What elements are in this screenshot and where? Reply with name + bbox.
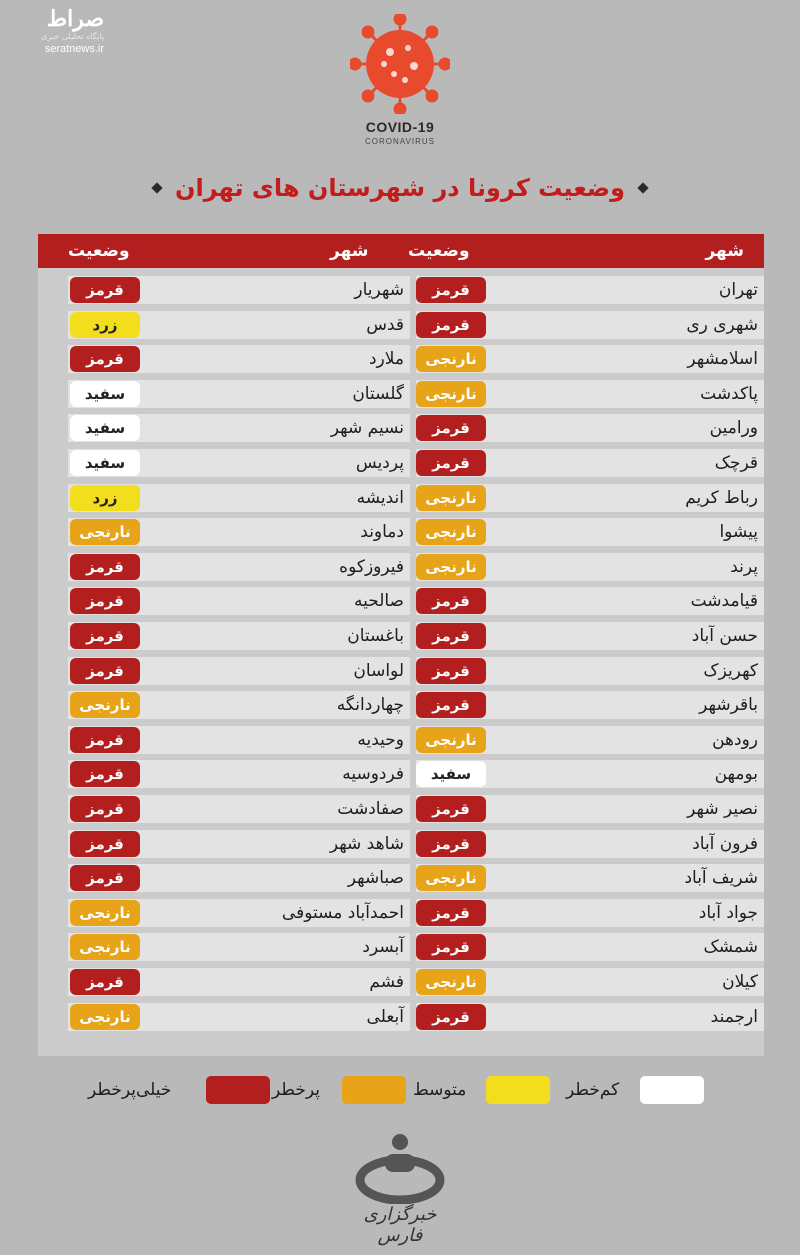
- city-name: پیشوا: [719, 522, 758, 543]
- city-name: کهریزک: [703, 660, 758, 681]
- status-badge: قرمز: [70, 761, 140, 787]
- city-name: شهری ری: [686, 314, 758, 335]
- table-row: [416, 1003, 764, 1031]
- status-badge: نارنجی: [70, 900, 140, 926]
- table-row: [416, 968, 764, 996]
- status-badge: قرمز: [70, 588, 140, 614]
- status-badge: نارنجی: [416, 519, 486, 545]
- city-name: جواد آباد: [698, 902, 758, 923]
- header-status-right: وضعیت: [408, 241, 470, 261]
- city-name: شمشک: [703, 937, 758, 958]
- table-row: [416, 414, 764, 442]
- status-badge: قرمز: [416, 831, 486, 857]
- table-row: [416, 657, 764, 685]
- status-badge: نارنجی: [70, 1004, 140, 1030]
- status-badge: سفید: [70, 381, 140, 407]
- status-badge: نارنجی: [70, 519, 140, 545]
- diamond-bullet-icon: [151, 182, 162, 193]
- table-row: [68, 795, 410, 823]
- table-row: [68, 933, 410, 961]
- city-name: آبسرد: [362, 937, 404, 958]
- status-badge: نارنجی: [416, 727, 486, 753]
- site-logo-script: صراط: [46, 6, 104, 32]
- table-row: [68, 553, 410, 581]
- city-name: اندیشه: [356, 487, 404, 508]
- status-badge: قرمز: [416, 588, 486, 614]
- status-badge: زرد: [70, 312, 140, 338]
- status-badge: نارنجی: [416, 346, 486, 372]
- news-agency-logo: [355, 1130, 445, 1246]
- city-name: لواسان: [353, 660, 404, 681]
- site-logo: [14, 6, 104, 55]
- status-badge: قرمز: [70, 346, 140, 372]
- status-badge: قرمز: [70, 796, 140, 822]
- page-title: وضعیت کرونا در شهرستان های تهران: [175, 174, 626, 202]
- city-name: احمدآباد مستوفی: [281, 902, 404, 923]
- status-badge: نارنجی: [416, 865, 486, 891]
- status-badge: نارنجی: [416, 381, 486, 407]
- status-badge: نارنجی: [416, 554, 486, 580]
- city-name: حسن آباد: [691, 626, 758, 646]
- site-logo-subtitle: پایگاه تحلیلی خبری: [41, 32, 104, 41]
- table-row: [416, 795, 764, 823]
- header-city-right: شهر: [705, 241, 744, 261]
- city-name: شاهد شهر: [329, 833, 404, 854]
- legend-swatch-yellow: [486, 1076, 550, 1104]
- legend-label-low: کم‌خطر: [566, 1080, 620, 1100]
- table-row: [416, 622, 764, 650]
- status-badge: قرمز: [416, 450, 486, 476]
- status-badge: نارنجی: [70, 934, 140, 960]
- table-row: [68, 414, 410, 442]
- legend-swatch-red: [206, 1076, 270, 1104]
- table-header: [38, 234, 764, 268]
- table-row: [68, 380, 410, 408]
- status-badge: سفید: [70, 450, 140, 476]
- table-row: [68, 657, 410, 685]
- table-row: [416, 899, 764, 927]
- city-name: صالحیه: [353, 591, 404, 612]
- city-name: وحیدیه: [357, 729, 404, 750]
- news-agency-name: خبرگزاری فارس: [363, 1204, 437, 1246]
- city-name: پردیس: [355, 453, 404, 473]
- status-table: [38, 234, 764, 1056]
- covid-title: COVID-19: [365, 119, 435, 135]
- table-row: [416, 484, 764, 512]
- covid-subtitle: CORONAVIRUS: [365, 137, 435, 146]
- coronavirus-icon: [350, 14, 450, 114]
- table-row: [68, 864, 410, 892]
- status-badge: نارنجی: [70, 692, 140, 718]
- city-name: تهران: [718, 280, 758, 300]
- table-row: [416, 933, 764, 961]
- table-row: [416, 587, 764, 615]
- city-name: قرچک: [714, 453, 758, 473]
- status-badge: قرمز: [70, 623, 140, 649]
- city-name: گلستان: [352, 383, 404, 404]
- table-row: [68, 484, 410, 512]
- table-row: [416, 449, 764, 477]
- legend-label-high: پرخطر: [272, 1080, 320, 1100]
- city-name: فرون آباد: [692, 833, 758, 854]
- city-name: صباشهر: [347, 868, 404, 889]
- table-row: [416, 760, 764, 788]
- city-name: بومهن: [714, 764, 758, 785]
- status-badge: قرمز: [70, 658, 140, 684]
- page-title-row: [140, 168, 660, 208]
- city-name: آبعلی: [366, 1006, 404, 1027]
- legend-label-medium: متوسط: [413, 1080, 467, 1100]
- table-row: [68, 1003, 410, 1031]
- table-row: [416, 726, 764, 754]
- status-badge: قرمز: [416, 796, 486, 822]
- status-badge: قرمز: [416, 934, 486, 960]
- city-name: چهاردانگه: [336, 695, 404, 716]
- city-name: شریف آباد: [684, 868, 758, 889]
- header-city-left: شهر: [330, 241, 369, 261]
- status-badge: قرمز: [70, 277, 140, 303]
- diamond-bullet-icon: [637, 182, 648, 193]
- table-row: [416, 691, 764, 719]
- status-badge: قرمز: [416, 658, 486, 684]
- table-row: [416, 380, 764, 408]
- status-badge: قرمز: [416, 312, 486, 338]
- table-row: [68, 449, 410, 477]
- site-url: seratnews.ir: [44, 43, 104, 55]
- status-badge: قرمز: [70, 554, 140, 580]
- table-row: [416, 311, 764, 339]
- table-row: [68, 760, 410, 788]
- city-name: رباط کریم: [685, 487, 758, 508]
- table-row: [68, 518, 410, 546]
- city-name: نسیم شهر: [330, 418, 404, 439]
- table-row: [416, 345, 764, 373]
- table-row: [416, 830, 764, 858]
- city-name: ملارد: [368, 349, 404, 370]
- city-name: ارجمند: [710, 1006, 758, 1027]
- table-row: [68, 726, 410, 754]
- table-row: [68, 968, 410, 996]
- status-badge: زرد: [70, 485, 140, 511]
- city-name: باقرشهر: [699, 695, 758, 716]
- table-row: [416, 864, 764, 892]
- table-row: [68, 587, 410, 615]
- table-row: [416, 518, 764, 546]
- status-badge: قرمز: [416, 415, 486, 441]
- city-name: رودهن: [712, 729, 758, 750]
- status-badge: نارنجی: [416, 969, 486, 995]
- table-row: [68, 276, 410, 304]
- table-row: [68, 345, 410, 373]
- city-name: قدس: [366, 314, 404, 335]
- city-name: باغستان: [347, 626, 404, 646]
- status-badge: قرمز: [416, 1004, 486, 1030]
- table-row: [416, 553, 764, 581]
- city-name: قیامدشت: [690, 591, 758, 612]
- status-badge: سفید: [416, 761, 486, 787]
- status-badge: نارنجی: [416, 485, 486, 511]
- city-name: اسلامشهر: [687, 349, 758, 370]
- city-name: دماوند: [360, 522, 404, 543]
- city-name: صفادشت: [337, 799, 404, 819]
- header-status-left: وضعیت: [68, 241, 130, 261]
- table-row: [68, 622, 410, 650]
- legend: [88, 1074, 708, 1108]
- news-agency-emblem-icon: [355, 1130, 445, 1204]
- status-badge: قرمز: [416, 277, 486, 303]
- city-name: فیروزکوه: [339, 556, 404, 577]
- city-name: فردوسیه: [342, 764, 404, 785]
- city-name: ورامین: [709, 418, 758, 439]
- status-badge: قرمز: [70, 865, 140, 891]
- city-name: نصیر شهر: [687, 799, 758, 819]
- city-name: پرند: [730, 556, 758, 577]
- legend-swatch-orange: [342, 1076, 406, 1104]
- table-row: [68, 311, 410, 339]
- status-badge: قرمز: [416, 623, 486, 649]
- status-badge: قرمز: [70, 727, 140, 753]
- city-name: کیلان: [722, 972, 758, 992]
- table-row: [68, 830, 410, 858]
- status-badge: قرمز: [70, 831, 140, 857]
- table-row: [68, 691, 410, 719]
- table-row: [68, 899, 410, 927]
- status-badge: قرمز: [70, 969, 140, 995]
- status-badge: سفید: [70, 415, 140, 441]
- city-name: شهریار: [354, 280, 404, 300]
- city-name: فشم: [369, 972, 404, 992]
- city-name: پاکدشت: [700, 383, 758, 404]
- status-badge: قرمز: [416, 900, 486, 926]
- legend-swatch-white: [640, 1076, 704, 1104]
- table-row: [416, 276, 764, 304]
- status-badge: قرمز: [416, 692, 486, 718]
- legend-label-very-high: خیلی‌پرخطر: [88, 1080, 172, 1100]
